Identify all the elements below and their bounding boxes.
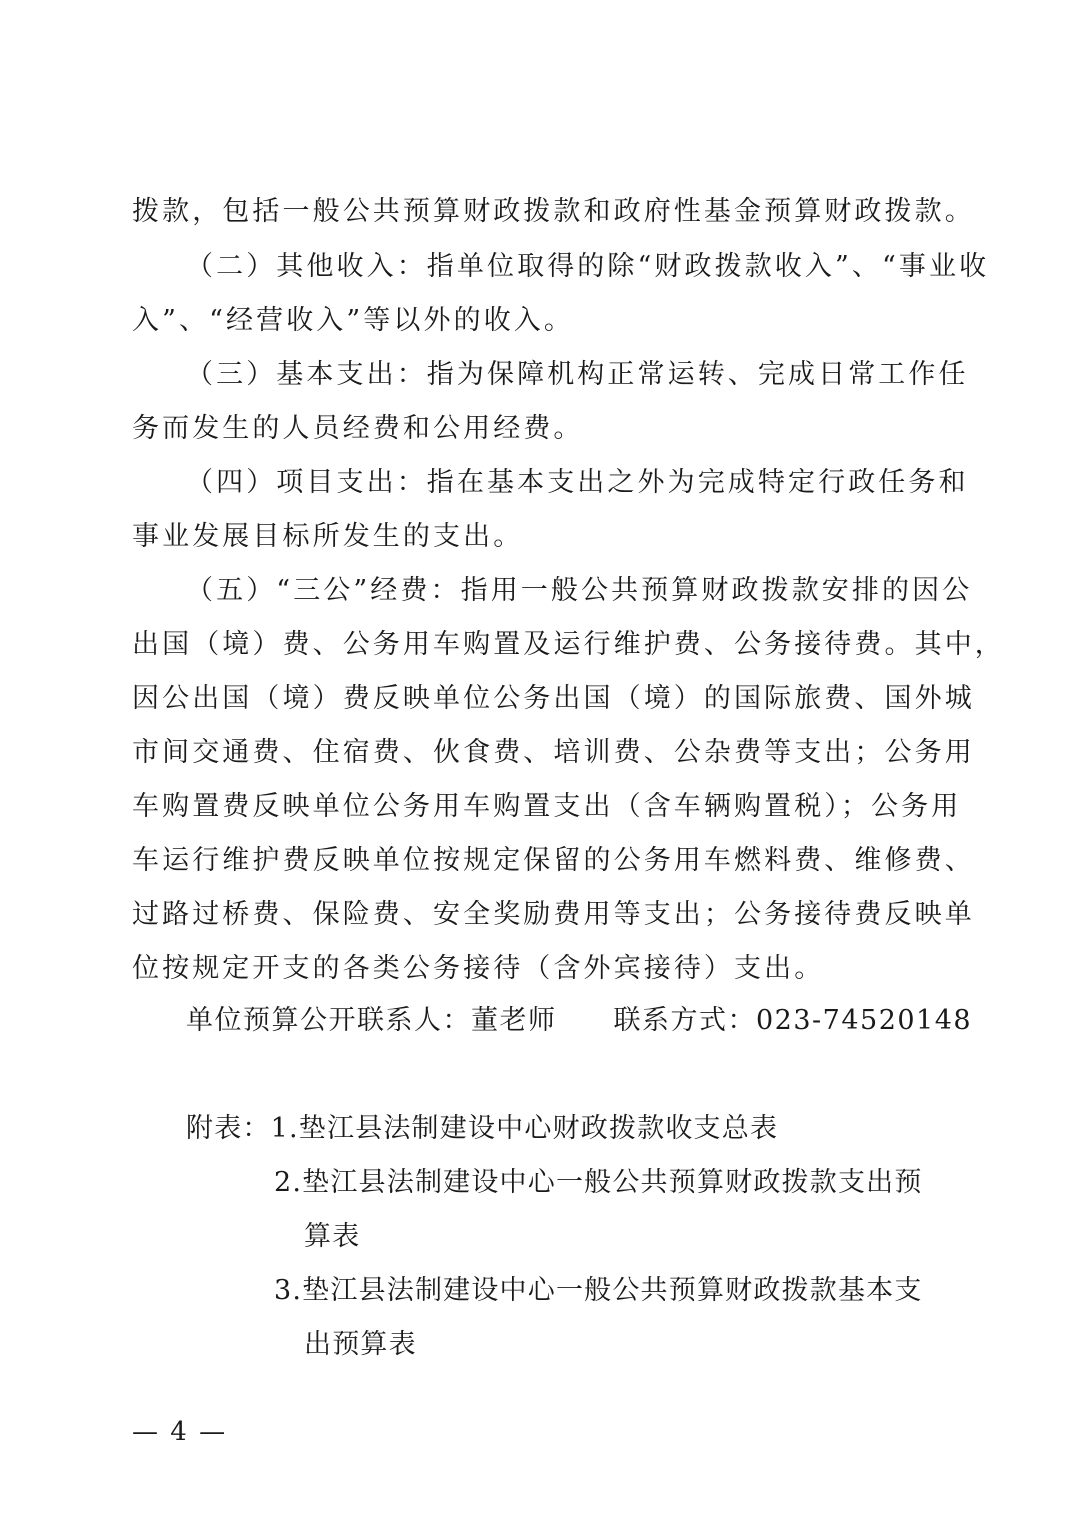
attachment-item-2: 2.垫江县法制建设中心一般公共预算财政拨款支出预 [274, 1167, 923, 1198]
paragraph-line: 事业发展目标所发生的支出。 [132, 521, 524, 552]
attachment-item-2-continued: 算表 [304, 1221, 361, 1252]
paragraph-line: 拨款，包括一般公共预算财政拨款和政府性基金预算财政拨款。 [132, 196, 975, 227]
paragraph-line: 务而发生的人员经费和公用经费。 [132, 413, 584, 444]
paragraph-line: （五）“三公”经费：指用一般公共预算财政拨款安排的因公 [186, 575, 973, 606]
attachment-item-3-continued: 出预算表 [304, 1329, 417, 1360]
paragraph-line: （二）其他收入：指单位取得的除“财政拨款收入”、“事业收 [186, 251, 990, 282]
paragraph-line: 出国（境）费、公务用车购置及运行维护费、公务接待费。其中， [132, 629, 1005, 660]
page-number: — 4 — [132, 1417, 228, 1447]
paragraph-line: 车购置费反映单位公务用车购置支出（含车辆购置税）；公务用 [132, 791, 962, 822]
paragraph-line: 入”、“经营收入”等以外的收入。 [132, 305, 575, 336]
contact-info: 单位预算公开联系人：董老师 联系方式：023-74520148 [186, 1005, 973, 1036]
paragraph-line: （四）项目支出：指在基本支出之外为完成特定行政任务和 [186, 467, 969, 498]
paragraph-line: 市间交通费、住宿费、伙食费、培训费、公杂费等支出；公务用 [132, 737, 975, 768]
paragraph-line: （三）基本支出：指为保障机构正常运转、完成日常工作任 [186, 359, 969, 390]
paragraph-line: 位按规定开支的各类公务接待（含外宾接待）支出。 [132, 953, 825, 984]
attachment-heading: 附表：1.垫江县法制建设中心财政拨款收支总表 [186, 1113, 779, 1144]
paragraph-line: 过路过桥费、保险费、安全奖励费用等支出；公务接待费反映单 [132, 899, 975, 930]
attachment-item-3: 3.垫江县法制建设中心一般公共预算财政拨款基本支 [274, 1275, 923, 1306]
paragraph-line: 因公出国（境）费反映单位公务出国（境）的国际旅费、国外城 [132, 683, 975, 714]
paragraph-line: 车运行维护费反映单位按规定保留的公务用车燃料费、维修费、 [132, 845, 975, 876]
